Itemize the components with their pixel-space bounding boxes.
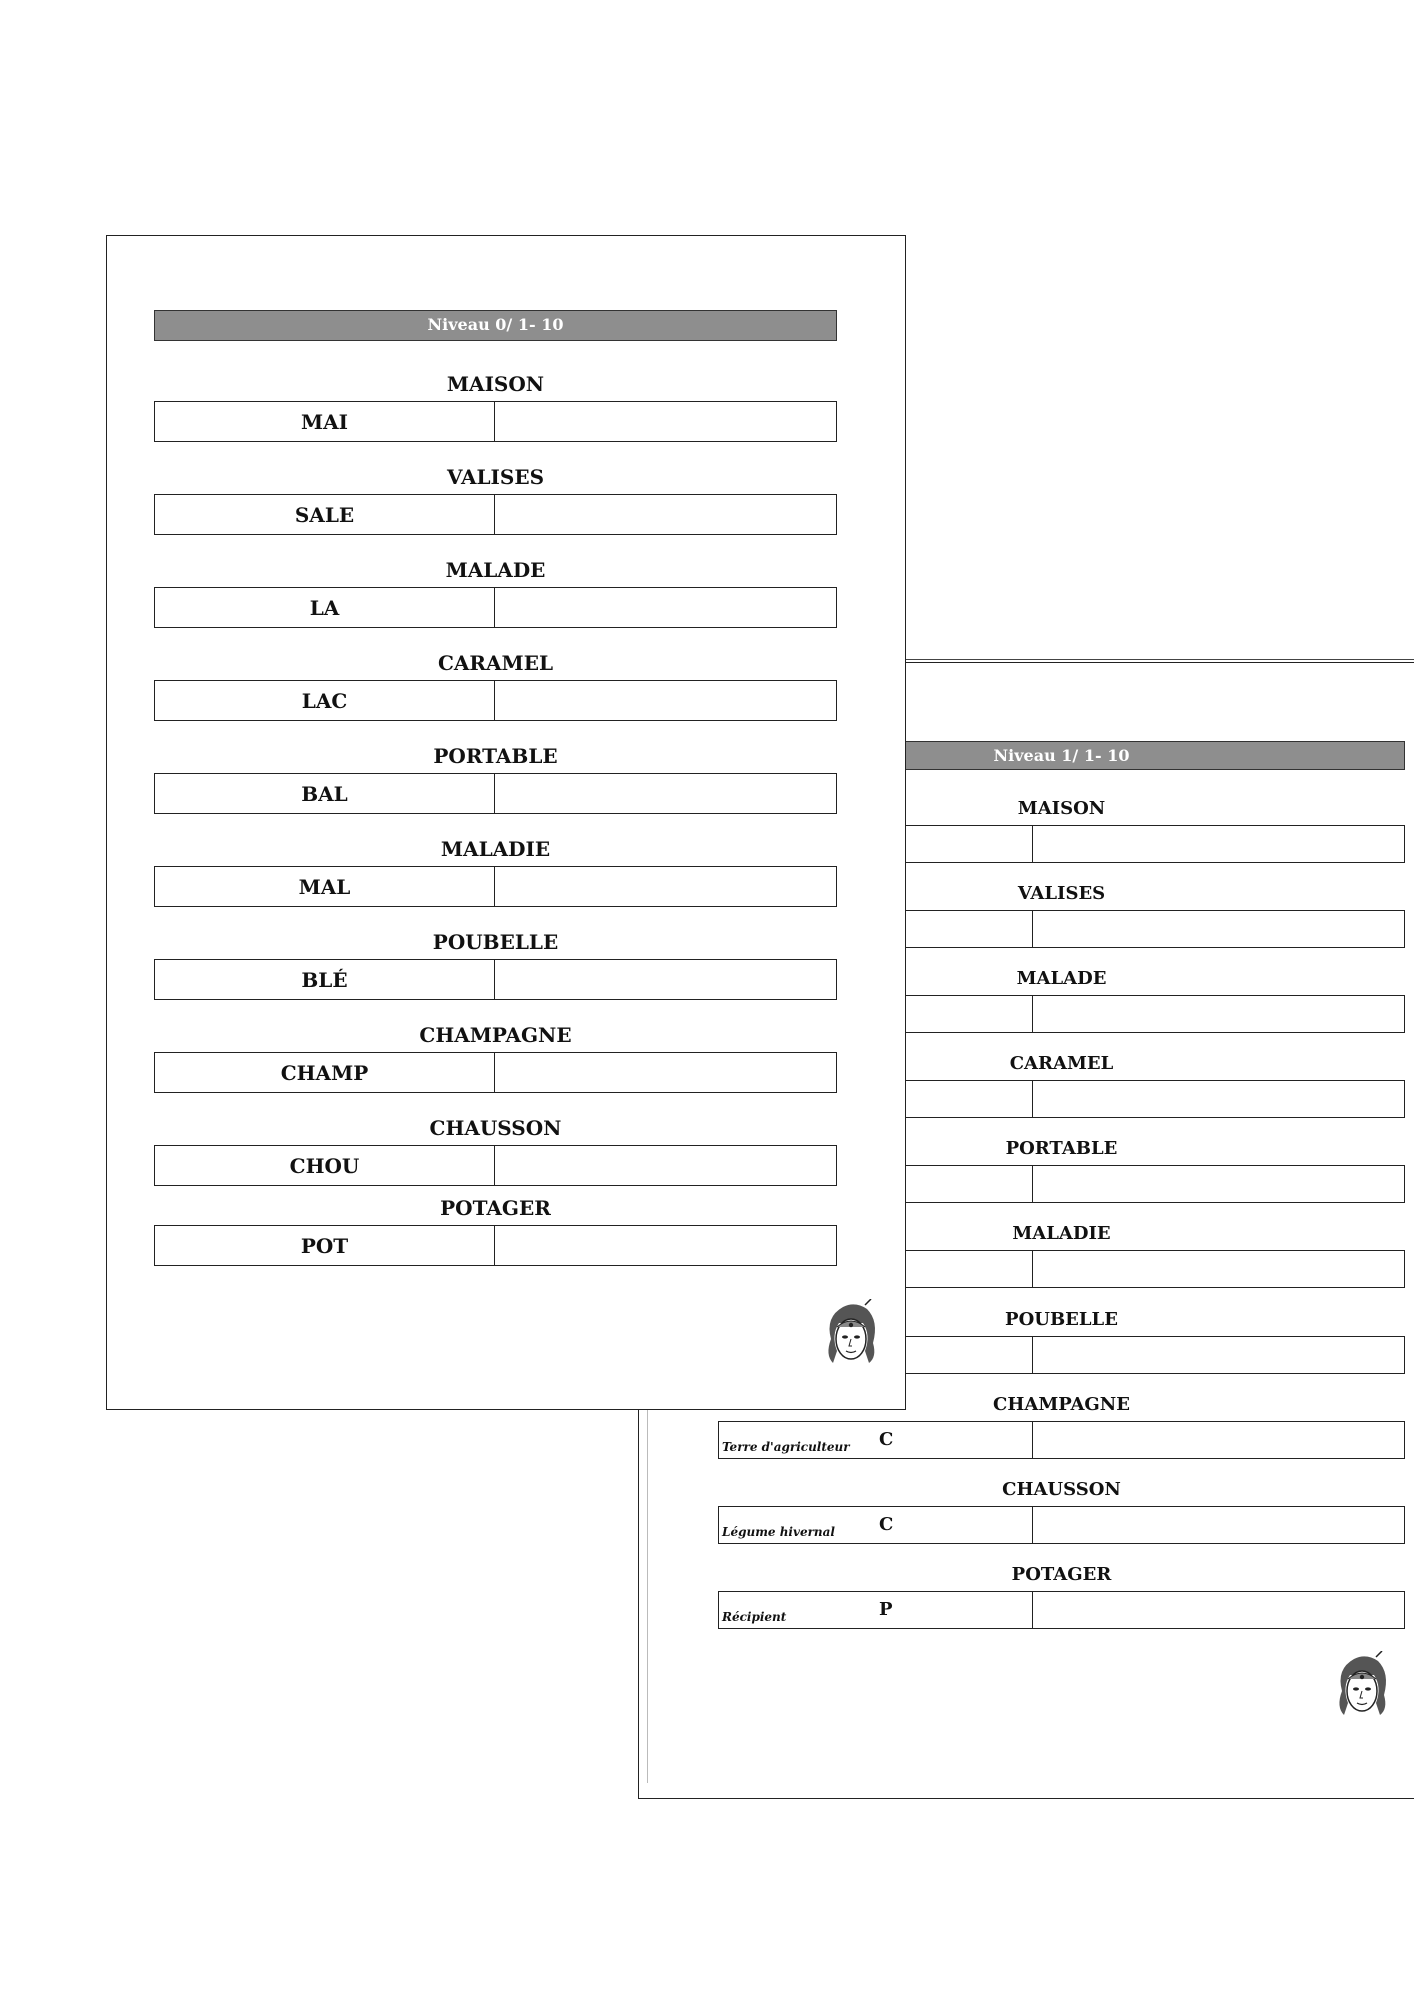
answer-row xyxy=(154,587,837,628)
answer-blank-cell[interactable] xyxy=(495,1053,836,1092)
target-word: POUBELLE xyxy=(432,930,559,954)
answer-blank-cell[interactable] xyxy=(1033,1251,1404,1287)
answer-row xyxy=(154,1225,837,1266)
answer-row xyxy=(718,1421,1405,1459)
first-letter: C xyxy=(879,1429,894,1450)
answer-cell[interactable]: MAI xyxy=(155,402,495,441)
target-word: CARAMEL xyxy=(437,651,554,675)
target-word: VALISES xyxy=(1017,883,1106,904)
target-word: CHAMPAGNE xyxy=(993,1394,1130,1415)
answer-cell[interactable]: POT xyxy=(155,1226,495,1265)
answer-blank-cell[interactable] xyxy=(1033,1166,1404,1202)
answer-blank-cell[interactable] xyxy=(1033,1507,1404,1543)
answer-row xyxy=(154,959,837,1000)
target-word: POTAGER xyxy=(440,1196,551,1220)
answer-row xyxy=(154,494,837,535)
answer-row xyxy=(718,1506,1405,1544)
answer-row xyxy=(154,680,837,721)
answer-cell[interactable]: CHOU xyxy=(155,1146,495,1185)
clue-text: Récipient xyxy=(722,1610,787,1624)
answer-cell[interactable]: LA xyxy=(155,588,495,627)
answer-row xyxy=(718,1591,1405,1629)
answer-blank-cell[interactable] xyxy=(495,774,836,813)
answer-row xyxy=(154,866,837,907)
target-word: CHAMPAGNE xyxy=(419,1023,572,1047)
answer-cell[interactable]: MAL xyxy=(155,867,495,906)
target-word: PORTABLE xyxy=(1005,1138,1118,1159)
target-word: PORTABLE xyxy=(433,744,558,768)
answer-blank-cell[interactable] xyxy=(495,495,836,534)
target-word: POTAGER xyxy=(1011,1564,1112,1585)
answer-blank-cell[interactable] xyxy=(1033,826,1404,862)
answer-cell[interactable] xyxy=(719,1592,1033,1628)
answer-blank-cell[interactable] xyxy=(1033,1081,1404,1117)
target-word: MALADE xyxy=(1016,968,1107,989)
first-letter: C xyxy=(879,1514,894,1535)
target-word: MAISON xyxy=(1017,798,1106,819)
answer-blank-cell[interactable] xyxy=(1033,1592,1404,1628)
level-title-bar: Niveau 1/ 1- 10 xyxy=(718,741,1405,770)
answer-blank-cell[interactable] xyxy=(1033,996,1404,1032)
answer-blank-cell[interactable] xyxy=(495,681,836,720)
answer-blank-cell[interactable] xyxy=(495,402,836,441)
first-letter: P xyxy=(879,1599,893,1620)
answer-blank-cell[interactable] xyxy=(495,1226,836,1265)
answer-blank-cell[interactable] xyxy=(495,867,836,906)
answer-blank-cell[interactable] xyxy=(1033,1422,1404,1458)
answer-cell[interactable]: BAL xyxy=(155,774,495,813)
answer-row xyxy=(154,1052,837,1093)
girl-face-icon xyxy=(1332,1651,1392,1721)
target-word: MALADIE xyxy=(440,837,551,861)
target-word: MALADIE xyxy=(1012,1223,1111,1244)
clue-text: Terre d'agriculteur xyxy=(722,1440,850,1454)
answer-row xyxy=(154,1145,837,1186)
answer-blank-cell[interactable] xyxy=(495,960,836,999)
answer-blank-cell[interactable] xyxy=(495,588,836,627)
answer-cell[interactable] xyxy=(719,1422,1033,1458)
target-word: MALADE xyxy=(445,558,546,582)
target-word: MAISON xyxy=(446,372,545,396)
target-word: VALISES xyxy=(446,465,545,489)
target-word: CHAUSSON xyxy=(1002,1479,1121,1500)
level-title-bar: Niveau 0/ 1- 10 xyxy=(154,310,837,341)
answer-cell[interactable]: BLÉ xyxy=(155,960,495,999)
answer-cell[interactable]: LAC xyxy=(155,681,495,720)
answer-cell[interactable]: CHAMP xyxy=(155,1053,495,1092)
target-word: CARAMEL xyxy=(1009,1053,1114,1074)
girl-face-icon xyxy=(821,1299,881,1369)
clue-text: Légume hivernal xyxy=(722,1525,835,1539)
worksheet-level-0 xyxy=(106,235,906,1410)
answer-blank-cell[interactable] xyxy=(1033,911,1404,947)
answer-cell[interactable] xyxy=(719,1507,1033,1543)
answer-row xyxy=(154,773,837,814)
answer-row xyxy=(154,401,837,442)
answer-blank-cell[interactable] xyxy=(495,1146,836,1185)
target-word: POUBELLE xyxy=(1005,1309,1118,1330)
target-word: CHAUSSON xyxy=(429,1116,562,1140)
answer-cell[interactable]: SALE xyxy=(155,495,495,534)
answer-blank-cell[interactable] xyxy=(1033,1337,1404,1373)
